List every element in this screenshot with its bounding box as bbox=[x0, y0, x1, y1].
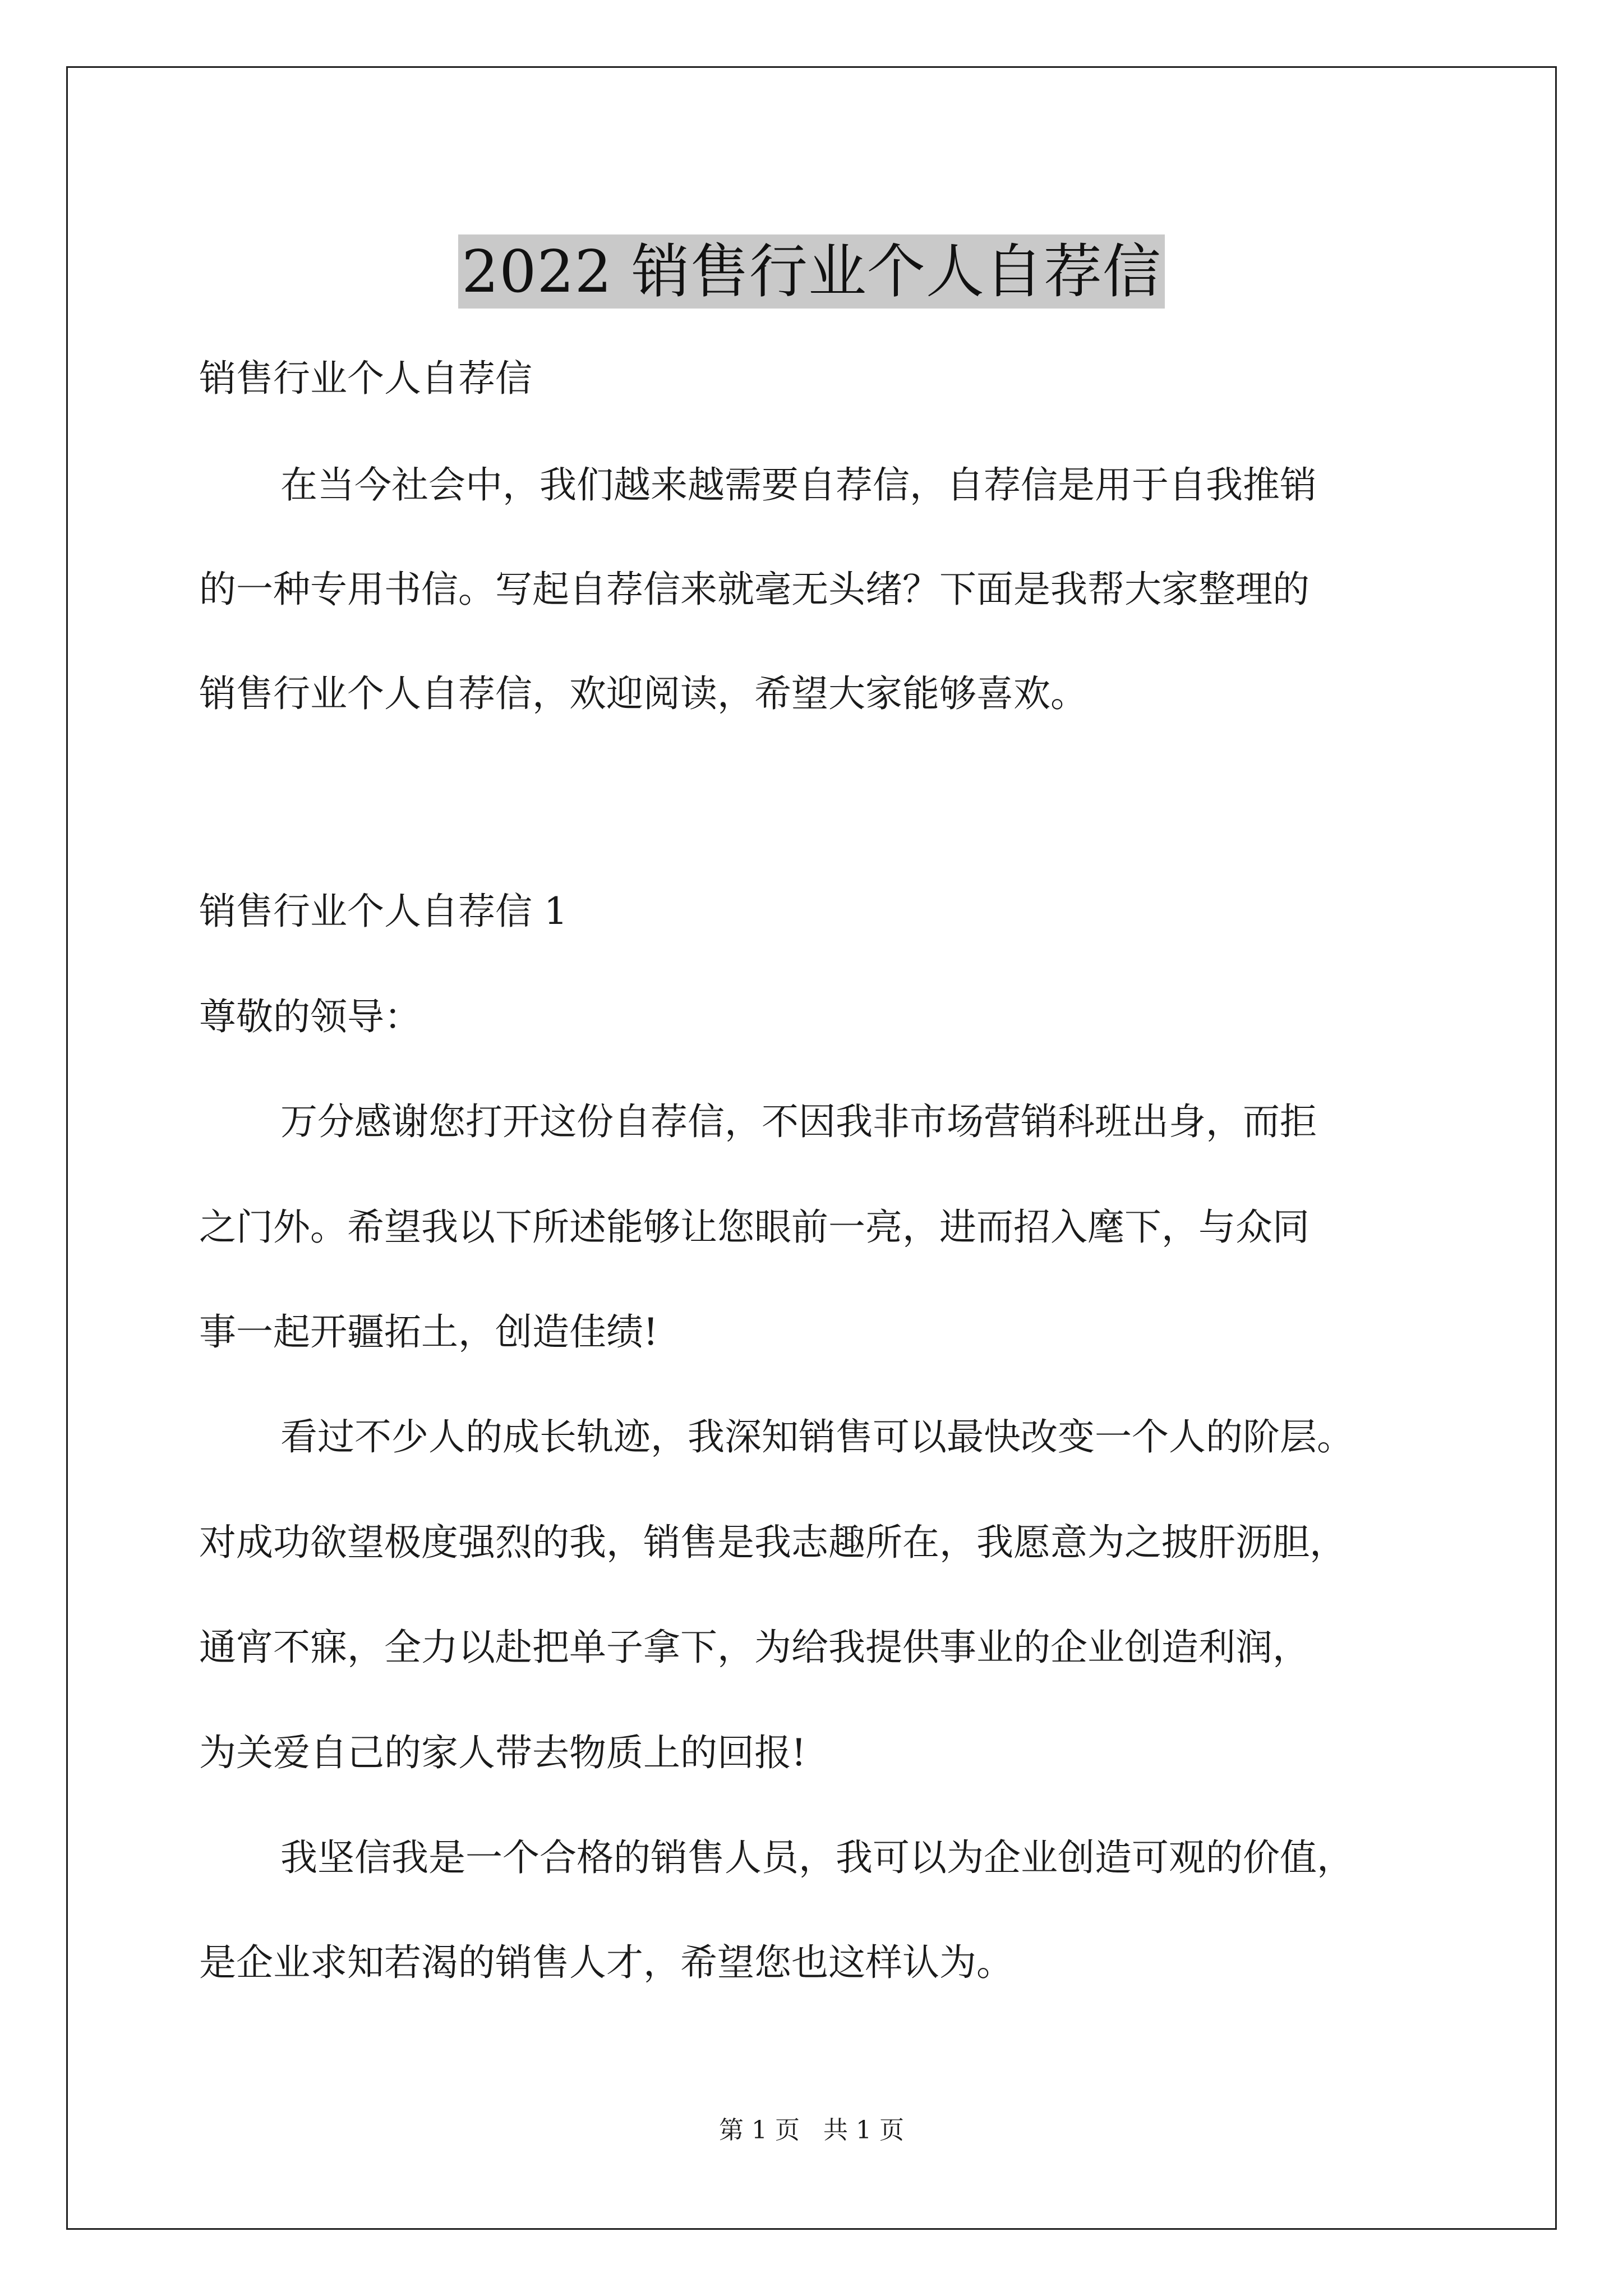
para1-line-3: 事一起开疆拓土，创造佳绩! bbox=[199, 1310, 658, 1354]
para3-line-2: 是企业求知若渴的销售人才，希望您也这样认为。 bbox=[199, 1941, 1013, 1984]
section-title: 销售行业个人自荐信 1 bbox=[199, 890, 568, 933]
page-footer bbox=[0, 2114, 1623, 2147]
intro-line-2: 的一种专用书信。写起自荐信来就毫无头绪？下面是我帮大家整理的 bbox=[199, 568, 1310, 611]
para1-line-2: 之门外。希望我以下所述能够让您眼前一亮，进而招入麾下，与众同 bbox=[199, 1205, 1310, 1249]
document-heading: 销售行业个人自荐信 bbox=[199, 357, 532, 400]
title-container bbox=[0, 195, 1623, 347]
para2-line-4: 为关爱自己的家人带去物质上的回报! bbox=[199, 1731, 806, 1774]
para3-line-1: 我坚信我是一个合格的销售人员，我可以为企业创造可观的价值， bbox=[280, 1836, 1354, 1879]
document-title: 2022 销售行业个人自荐信 bbox=[458, 234, 1165, 309]
intro-line-3: 销售行业个人自荐信，欢迎阅读，希望大家能够喜欢。 bbox=[199, 672, 1087, 715]
intro-line-1: 在当今社会中，我们越来越需要自荐信，自荐信是用于自我推销 bbox=[280, 463, 1317, 507]
para2-line-2: 对成功欲望极度强烈的我，销售是我志趣所在，我愿意为之披肝沥胆， bbox=[199, 1521, 1347, 1564]
footer-page-total: 共 1 页 bbox=[823, 2116, 904, 2145]
footer-spacer bbox=[800, 2116, 823, 2145]
para1-line-1: 万分感谢您打开这份自荐信，不因我非市场营销科班出身，而拒 bbox=[280, 1100, 1317, 1143]
salutation: 尊敬的领导： bbox=[199, 995, 421, 1038]
para2-line-3: 通宵不寐，全力以赴把单子拿下，为给我提供事业的企业创造利润， bbox=[199, 1626, 1310, 1669]
para2-line-1: 看过不少人的成长轨迹，我深知销售可以最快改变一个人的阶层。 bbox=[280, 1415, 1354, 1458]
footer-page-current: 第 1 页 bbox=[719, 2116, 800, 2145]
